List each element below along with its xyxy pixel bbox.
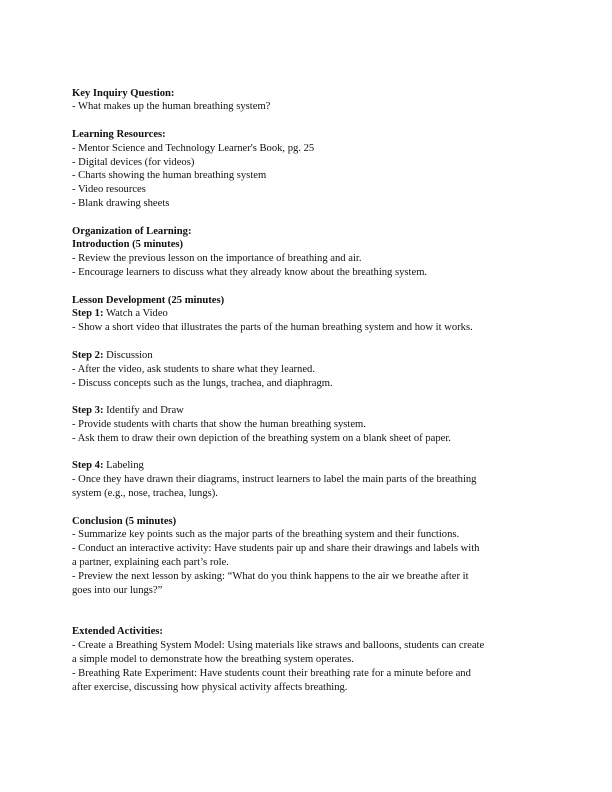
development-heading: Lesson Development (25 minutes) [72,295,225,306]
step-line: - Provide students with charts that show the human breathing system. [72,419,366,430]
step-3-title [72,404,184,417]
step-line: - Ask them to draw their own depiction of the breathing system on a blank sheet of paper. [72,433,451,444]
resource-item: - Blank drawing sheets [72,198,170,209]
intro-item: - Review the previous lesson on the importance of breathing and air. [72,253,362,264]
step-2-title [72,349,153,362]
resource-item: - Video resources [72,184,146,195]
conclusion-line: - Conduct an interactive activity: Have students pair up and share their drawings and labels with [72,543,480,554]
extended-line: after exercise, discussing how physical activity affects breathing. [72,682,348,693]
step-line: system (e.g., nose, trachea, lungs). [72,488,218,499]
resources-heading: Learning Resources: [72,129,166,140]
step-line: - Discuss concepts such as the lungs, trachea, and diaphragm. [72,378,333,389]
conclusion-line: goes into our lungs?” [72,585,163,596]
step-title: Discussion [103,350,153,361]
intro-item: - Encourage learners to discuss what they already know about the breathing system. [72,267,428,278]
step-1-title [72,307,168,320]
step-title: Watch a Video [103,308,168,319]
key-inquiry-question: - What makes up the human breathing system? [72,101,271,112]
key-inquiry-heading: Key Inquiry Question: [72,88,175,99]
extended-heading: Extended Activities: [72,626,163,637]
step-line: - After the video, ask students to share what they learned. [72,364,315,375]
step-line: - Once they have drawn their diagrams, instruct learners to label the main parts of the breathing [72,474,477,485]
organization-heading: Organization of Learning: [72,226,192,237]
step-4-title [72,459,144,472]
step-label: Step 4: [72,460,104,471]
introduction-heading: Introduction (5 minutes) [72,239,184,250]
resource-item: - Mentor Science and Technology Learner's Book, pg. 25 [72,143,315,154]
step-title: Labeling [103,460,144,471]
conclusion-line: - Summarize key points such as the major parts of the breathing system and their functions. [72,529,460,540]
conclusion-line: a partner, explaining each part’s role. [72,557,229,568]
step-label: Step 1: [72,308,104,319]
step-label: Step 3: [72,405,104,416]
extended-line: a simple model to demonstrate how the breathing system operates. [72,654,354,665]
extended-line: - Create a Breathing System Model: Using materials like straws and balloons, students can create [72,640,485,651]
extended-line: - Breathing Rate Experiment: Have students count their breathing rate for a minute before and [72,668,471,679]
conclusion-heading: Conclusion (5 minutes) [72,516,177,527]
step-title: Identify and Draw [103,405,184,416]
resource-item: - Digital devices (for videos) [72,157,195,168]
conclusion-line: - Preview the next lesson by asking: “What do you think happens to the air we breathe after it [72,571,469,582]
resource-item: - Charts showing the human breathing system [72,170,267,181]
step-label: Step 2: [72,350,104,361]
step-line: - Show a short video that illustrates the parts of the human breathing system and how it works. [72,322,473,333]
